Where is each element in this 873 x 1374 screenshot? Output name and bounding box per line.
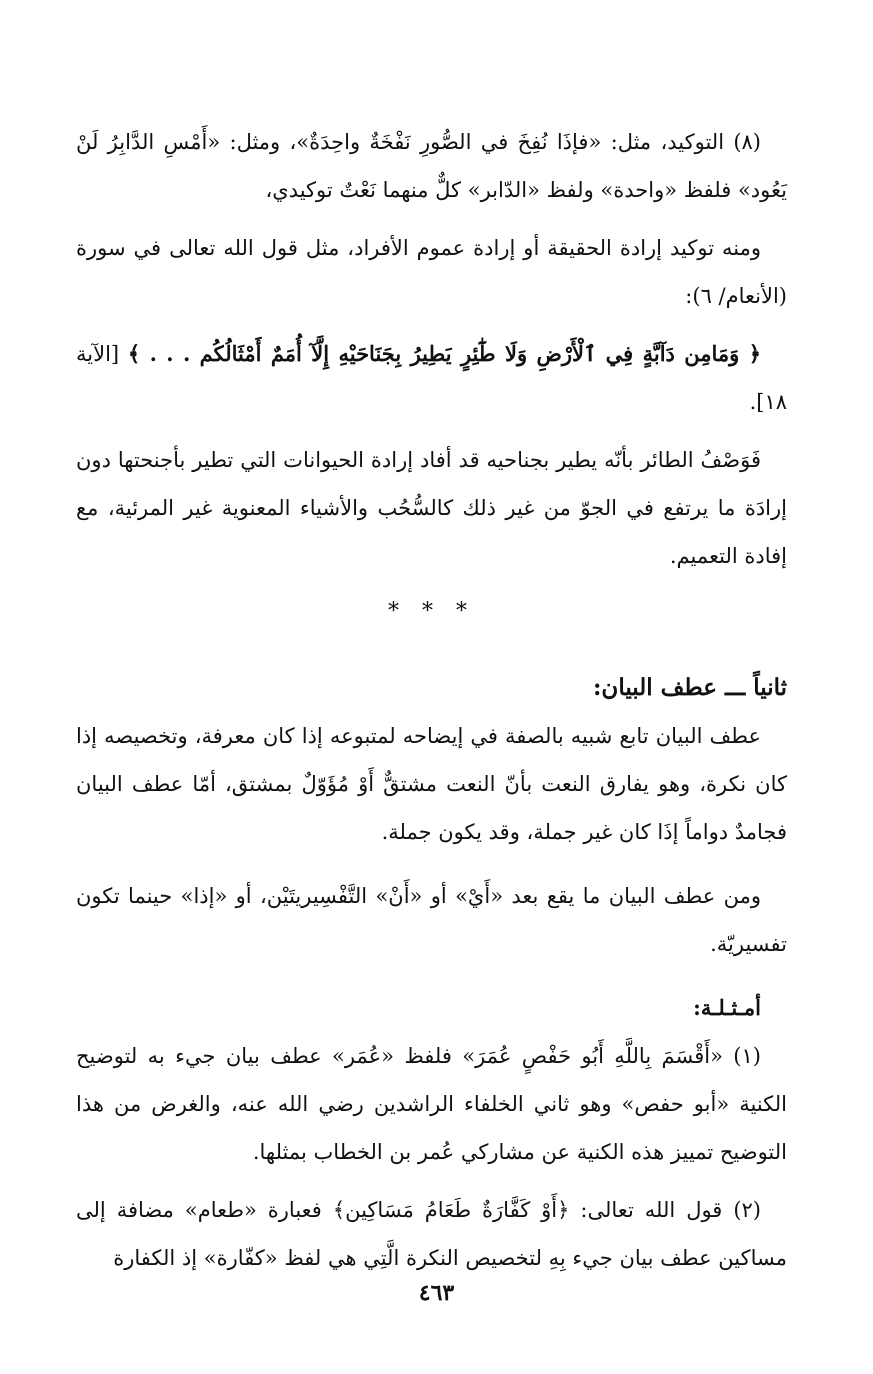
- paragraph-atf-albayan-definition: عطف البيان تابع شبيه بالصفة في إيضاحه لمتبوعه إذا كان معرفة، وتخصيصه إذا كان نكرة، وهو يفارق النعت بأنّ النعت مشتقٌّ أَوْ مُؤَوّلٌ بمشتق، أمّا عطف البيان فجامدٌ دواماً إذَا كان غير جملة، وقد يكون جملة.: [76, 724, 787, 844]
- paragraph-wasf-altair: فَوَصْفُ الطائر بأنّه يطير بجناحيه قد أفاد إرادة الحيوانات التي تطير بأجنحتها دون إرادَة ما يرتفع في الجوّ من غير ذلك كالسُّحُب والأشياء المعنوية غير المرئية، مع إفادة التعميم.: [76, 448, 787, 568]
- example-1: (١) «أَقْسَمَ بِاللَّهِ أَبُو حَفْصٍ عُمَرَ» فلفظ «عُمَر» عطف بيان جيء به لتوضيح الكنية «أبو حفص» وهو ثاني الخلفاء الراشدين رضي الله عنه، والغرض من هذا التوضيح تمييز هذه الكنية عن مشاركي عُمر بن الخطاب بمثلها.: [76, 1044, 787, 1164]
- paragraph-tawkid: (٨) التوكيد، مثل: «فإذَا نُفِخَ في الصُّورِ نَفْخَةٌ واحِدَةٌ»، ومثل: «أَمْسِ الدَّابِرُ لَنْ يَعُود» فلفظ «واحدة» ولفظ «الدّابر» كلٌّ منهما نَعْتٌ توكيدي،: [76, 130, 787, 202]
- quran-verse-line: [76, 330, 787, 426]
- paragraph-tawkid-haqiqa: ومنه توكيد إرادة الحقيقة أو إرادة عموم الأفراد، مثل قول الله تعالى في سورة (الأنعام/ ٦):: [76, 236, 787, 308]
- section-separator: * * *: [388, 599, 475, 624]
- example-2: (٢) قول الله تعالى: ﴿أَوْ كَفَّارَةٌ طَعَامُ مَسَاكِين﴾ فعبارة «طعام» مضافة إلى مساكين عطف بيان جيء بِهِ لتخصيص النكرة الَّتِي هي لفظ «كفّارة» إذ الكفارة: [76, 1198, 787, 1270]
- page-number: ٤٦٣: [418, 1280, 455, 1306]
- quran-verse: ﴿ وَمَامِن دَآبَّةٍ فِي ٱلْأَرْضِ وَلَا طَٰٓئِرٍ يَطِيرُ بِجَنَاحَيْهِ إِلَّآ أُمَمٌ أَمْثَالُكُم . . . ﴾: [127, 341, 761, 366]
- paragraph-atf-albayan-tafsir: ومن عطف البيان ما يقع بعد «أَيْ» أو «أَنْ» التَّفْسِيريتَيْن، أو «إذا» حينما تكون تفسيريّة.: [76, 884, 787, 956]
- section-heading-atf-albayan: ثانياً ـــ عطف البيان:: [592, 674, 787, 701]
- examples-heading: أمـثـلـة:: [693, 995, 761, 1020]
- verse-reference: [الآية ١٨].: [76, 342, 787, 414]
